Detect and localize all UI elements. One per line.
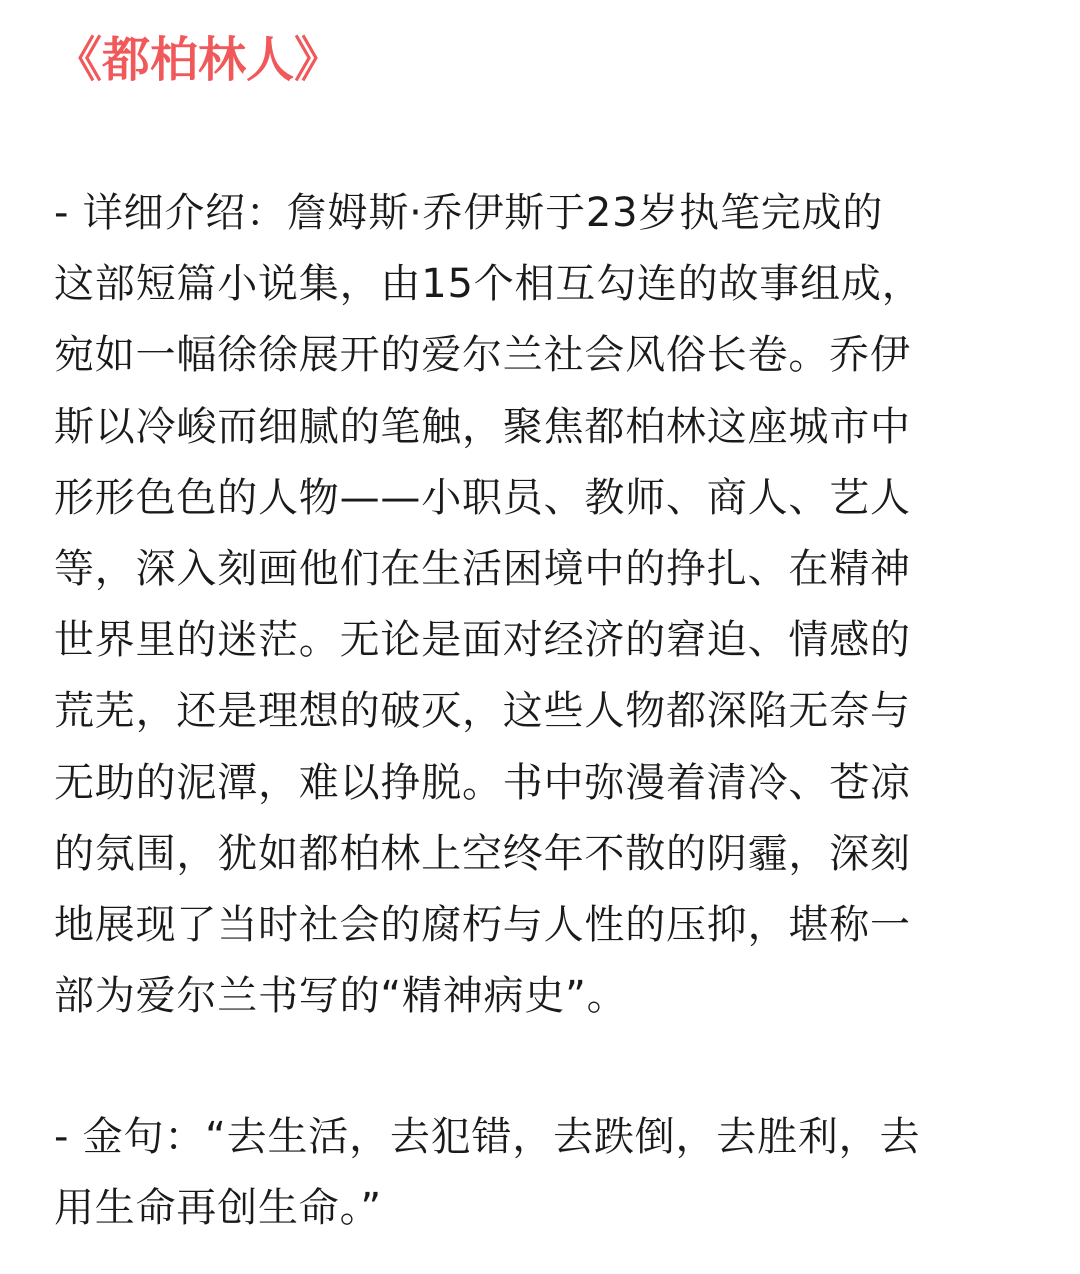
- detail-section: [54, 178, 1030, 1032]
- detail-line: 斯以冷峻而细腻的笔触，聚焦都柏林这座城市中: [54, 403, 911, 450]
- detail-line: 世界里的迷茫。无论是面对经济的窘迫、情感的: [54, 617, 911, 664]
- detail-line: 等，深入刻画他们在生活困境中的挣扎、在精神: [54, 546, 911, 593]
- detail-line: 的氛围，犹如都柏林上空终年不散的阴霾，深刻: [54, 830, 911, 877]
- detail-line: 无助的泥潭，难以挣脱。书中弥漫着清冷、苍凉: [54, 759, 911, 806]
- detail-line: 形形色色的人物——小职员、教师、商人、艺人: [54, 474, 911, 521]
- quote-section: [54, 1102, 1030, 1244]
- detail-line: 荒芜，还是理想的破灭，这些人物都深陷无奈与: [54, 688, 911, 735]
- book-title: 《都柏林人》: [54, 32, 343, 88]
- detail-line: 宛如一幅徐徐展开的爱尔兰社会风俗长卷。乔伊: [54, 332, 911, 379]
- quote-line: 用生命再创生命。”: [54, 1185, 382, 1232]
- quote-line: - 金句：“去生活，去犯错，去跌倒，去胜利，去: [54, 1114, 921, 1160]
- detail-line: - 详细介绍：詹姆斯·乔伊斯于23岁执笔完成的: [54, 190, 884, 236]
- detail-line: 这部短篇小说集，由15个相互勾连的故事组成，: [54, 261, 923, 308]
- detail-line: 部为爱尔兰书写的“精神病史”。: [54, 973, 628, 1020]
- detail-line: 地展现了当时社会的腐朽与人性的压抑，堪称一: [54, 902, 911, 949]
